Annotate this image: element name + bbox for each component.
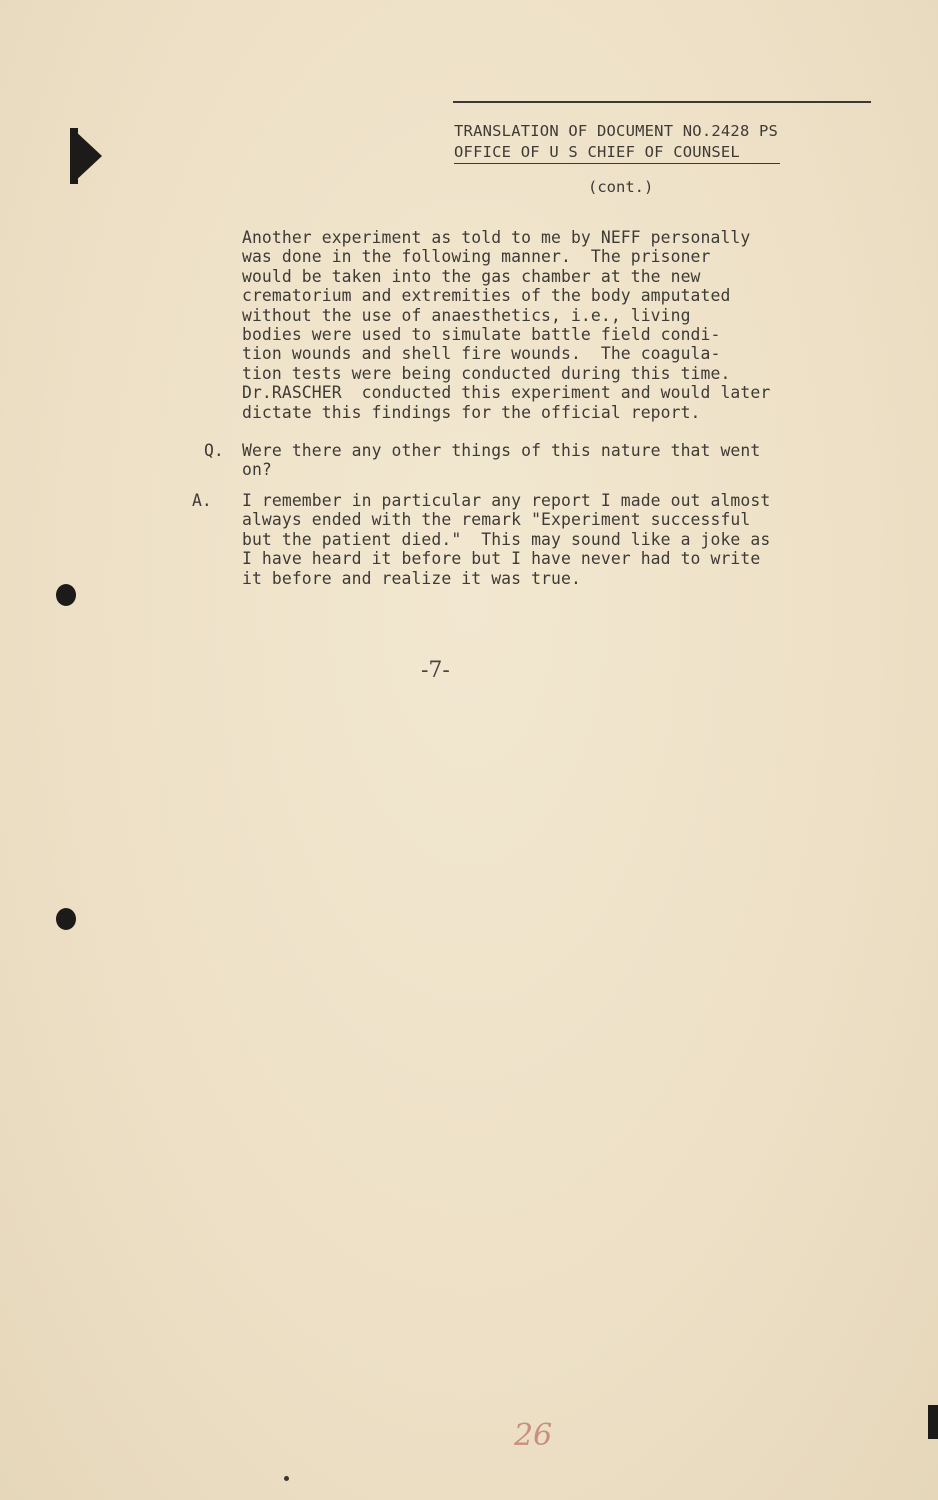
header-rule — [453, 101, 871, 103]
body-paragraph: Another experiment as told to me by NEFF personally was done in the following manner. The prisoner would be taken into the gas chamber at the new crematorium and extremities of the body amputated without the use of anaesthetics, i.e., living bodies were used to simulate battle field condi- tion wounds and shell fire wounds. The coagula- tion tests were being conducted during this time. Dr.RASCHER conducted this experiment and would later dictate this findings for the official report. — [242, 228, 771, 422]
continued-label: (cont.) — [588, 178, 654, 196]
answer-label: A. — [192, 491, 212, 510]
question-label: Q. — [204, 441, 224, 460]
header-title: TRANSLATION OF DOCUMENT NO.2428 PS — [454, 122, 779, 140]
answer-text: I remember in particular any report I made out almost always ended with the remark "Experiment successful but the patient died." This may sound like a joke as I have heard it before but I have never had to write it before and realize it was true. — [242, 491, 771, 588]
punch-hole-lower — [56, 908, 76, 930]
handwritten-page-stamp: 26 — [514, 1418, 553, 1453]
punch-hole-upper — [56, 584, 76, 606]
binder-clip-arrow — [72, 128, 102, 184]
speck-mark — [284, 1476, 289, 1481]
question-text: Were there any other things of this nature that went on? — [242, 441, 761, 480]
header-office: OFFICE OF U S CHIEF OF COUNSEL — [454, 142, 780, 164]
edge-tab-mark — [928, 1405, 938, 1439]
page-number: -7- — [421, 658, 450, 683]
document-header — [454, 121, 874, 164]
